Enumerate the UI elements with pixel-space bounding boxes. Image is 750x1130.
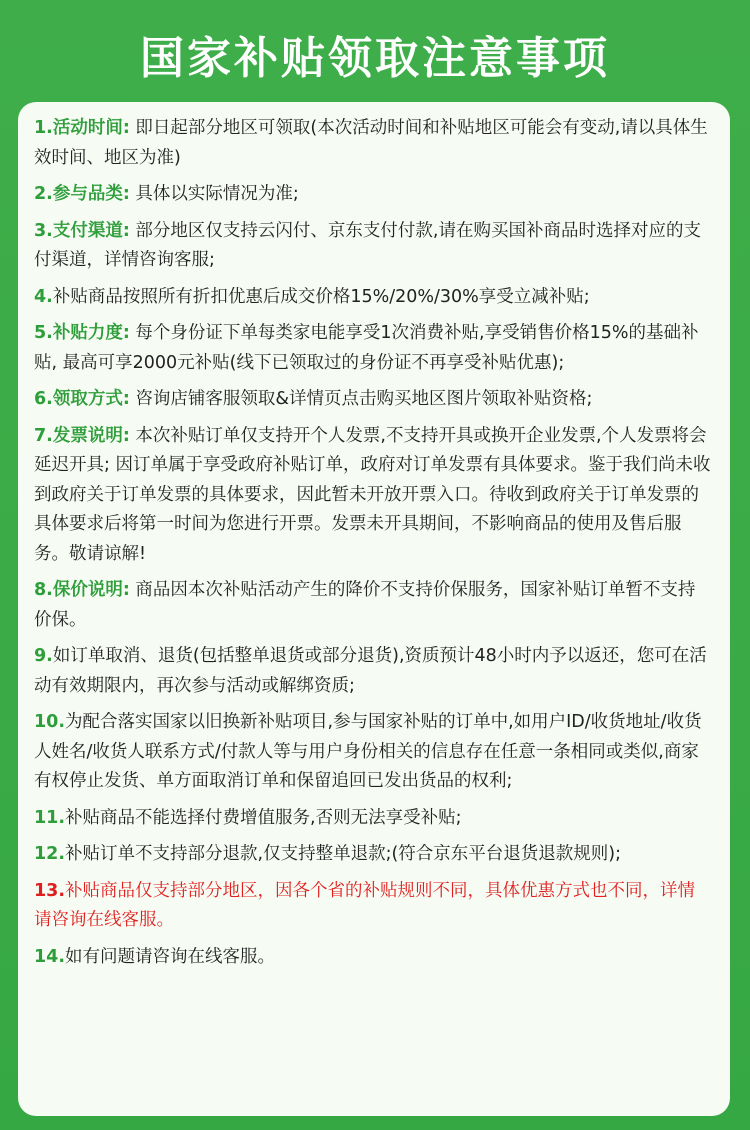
- page-title: 国家补贴领取注意事项: [140, 33, 610, 84]
- list-item: [34, 642, 712, 701]
- list-item: [34, 283, 712, 313]
- item-label: 发票说明:: [52, 425, 130, 446]
- item-text: 为配合落实国家以旧换新补贴项目,参与国家补贴的订单中,如用户ID/收货地址/收货人姓名/收货人联系方式/付款人等与用户身份相关的信息存在任意一条相同或类似,商家有权停止发货、单方面取消订单和保留追回已发出货品的权利;: [34, 712, 702, 791]
- item-text: 咨询店铺客服领取&详情页点击购买地区图片领取补贴资格;: [129, 389, 593, 409]
- list-item: [34, 180, 712, 210]
- list-item: [34, 943, 712, 973]
- list-item: [34, 422, 712, 570]
- item-label: 补贴力度:: [52, 323, 130, 343]
- item-number: 13.: [34, 880, 66, 901]
- item-number: 3.: [34, 220, 53, 241]
- item-label: 领取方式:: [52, 389, 130, 409]
- list-item: [34, 840, 712, 870]
- item-text: 具体以实际情况为准;: [129, 184, 299, 204]
- item-number: 14.: [34, 946, 66, 967]
- item-text: 每个身份证下单每类家电能享受1次消费补贴,享受销售价格15%的基础补贴, 最高可享2000元补贴(线下已领取过的身份证不再享受补贴优惠);: [34, 323, 699, 373]
- notice-card: [18, 102, 730, 1116]
- item-text: 补贴商品仅支持部分地区，因各个省的补贴规则不同，具体优惠方式也不同，详情请咨询在线客服。: [34, 880, 696, 930]
- item-number: 4.: [34, 286, 53, 307]
- item-number: 12.: [34, 844, 66, 864]
- item-label: 活动时间:: [52, 118, 130, 138]
- item-number: 8.: [34, 580, 53, 600]
- item-number: 1.: [34, 118, 53, 138]
- list-item: [34, 319, 712, 378]
- item-text: 补贴商品不能选择付费增值服务,否则无法享受补贴;: [65, 807, 462, 828]
- item-number: 2.: [34, 184, 53, 204]
- item-label: 保价说明:: [52, 580, 130, 600]
- item-number: 11.: [34, 807, 66, 828]
- item-text: 本次补贴订单仅支持开个人发票,不支持开具或换开企业发票,个人发票将会延迟开具; 因订单属于享受政府补贴订单，政府对订单发票有具体要求。鉴于我们尚未收到政府关于订单发票的具体要求，因此暂未开放开票入口。待收到政府关于订单发票的具体要求后将第一时间为您进行开票。发票未开具期间，不影响商品的使用及售后服务。敬请谅解!: [34, 425, 711, 564]
- item-number: 9.: [34, 646, 53, 666]
- list-item: [34, 576, 712, 635]
- list-item: [34, 114, 712, 173]
- item-label: 支付渠道:: [52, 220, 130, 241]
- item-text: 商品因本次补贴活动产生的降价不支持价保服务，国家补贴订单暂不支持价保。: [34, 580, 696, 630]
- item-text: 如有问题请咨询在线客服。: [65, 946, 276, 967]
- list-item: [34, 804, 712, 834]
- item-text: 补贴商品按照所有折扣优惠后成交价格15%/20%/30%享受立减补贴;: [52, 286, 590, 307]
- list-item: [34, 217, 712, 276]
- item-text: 补贴订单不支持部分退款,仅支持整单退款;(符合京东平台退货退款规则);: [65, 844, 622, 864]
- item-label: 参与品类:: [52, 184, 130, 204]
- list-item: [34, 385, 712, 415]
- list-item: [34, 708, 712, 797]
- item-text: 如订单取消、退货(包括整单退货或部分退货),资质预计48小时内予以返还，您可在活动有效期限内，再次参与活动或解绑资质;: [34, 646, 707, 696]
- list-item-warning: [34, 877, 712, 936]
- item-text: 即日起部分地区可领取(本次活动时间和补贴地区可能会有变动,请以具体生效时间、地区为准): [34, 118, 708, 168]
- item-number: 6.: [34, 389, 53, 409]
- item-number: 5.: [34, 323, 53, 343]
- item-number: 10.: [34, 712, 66, 732]
- item-text: 部分地区仅支持云闪付、京东支付付款,请在购买国补商品时选择对应的支付渠道，详情咨询客服;: [34, 220, 701, 270]
- item-number: 7.: [34, 425, 53, 446]
